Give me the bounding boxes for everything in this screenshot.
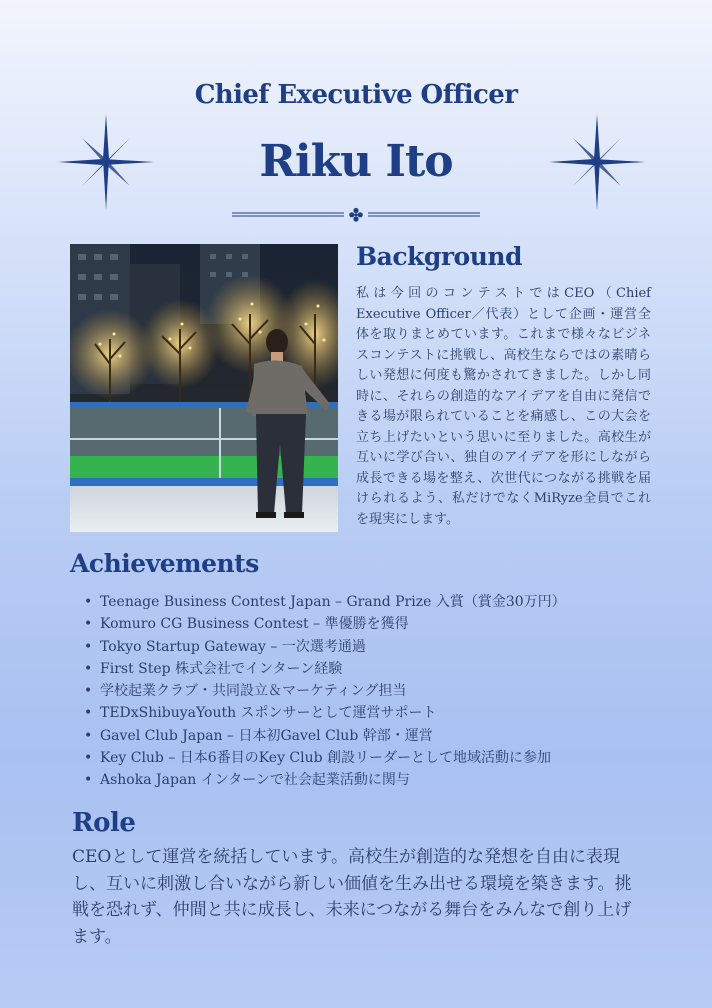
achievement-text: First Step 株式会社でインターン経験 [100,660,343,677]
role-paragraph: CEOとして運営を統括しています。高校生が創造的な発想を自由に表現し、互いに刺激し合いながら新しい価値を生み出せる環境を築きます。挑戦を恐れず、仲間と共に成長し、未来につながる舞台をみんなで創り上げます。 [72,847,632,947]
achievement-text: Key Club – 日本6番目のKey Club 創設リーダーとして地域活動に参加 [100,750,552,767]
ornamental-divider [232,207,480,223]
job-title: Chief Executive Officer [194,80,518,110]
achievement-text: Teenage Business Contest Japan – Grand Prize 入賞（賞金30万円） [100,594,566,610]
achievement-text: 学校起業クラブ・共同設立＆マーケティング担当 [100,683,407,700]
sparkle-star-icon [549,114,645,210]
achievement-text: Tokyo Startup Gateway – 一次選考通過 [100,638,366,655]
achievement-text: TEDxShibuyaYouth スポンサーとして運営サポート [100,705,437,722]
list-item: • Gavel Club Japan – 日本初Gavel Club 幹部・運営 [84,727,433,744]
sparkle-star-icon [58,114,154,210]
list-item: • Komuro CG Business Contest – 準優勝を獲得 [84,616,409,633]
list-item: • 学校起業クラブ・共同設立＆マーケティング担当 [84,683,407,700]
list-item: • TEDxShibuyaYouth スポンサーとして運営サポート [84,705,437,722]
background-paragraph: 私は今回のコンテストではCEO（Chief Executive Officer／代表）として企画・運営全体を取りまとめています。これまで様々なビジネスコンテストに挑戦し、高校生ならではの素晴らしい発想に何度も驚かされてきました。しかし同時に、それらの創造的なアイデアを自由に発信できる場が限られていることを痛感し、この大会を立ち上げたいという思いに至りました。高校生が互いに学び合い、独自のアイデアを形にしながら成長できる場を整え、次世代につながる挑戦を届けられるよう、私だけでなくMiRyze全員でこれを現実にします。 [356,286,651,527]
achievements-list [84,591,684,792]
list-item: • Tokyo Startup Gateway – 一次選考通過 [84,638,366,655]
background-heading: Background [356,242,523,271]
achievement-text: Gavel Club Japan – 日本初Gavel Club 幹部・運営 [100,727,433,744]
role-heading: Role [72,808,136,838]
achievements-heading: Achievements [70,549,259,578]
list-item: • First Step 株式会社でインターン経験 [84,660,343,677]
list-item: • Key Club – 日本6番目のKey Club 創設リーダーとして地域活動に参加 [84,750,552,767]
list-item: • Ashoka Japan インターンで社会起業活動に関与 [84,772,410,789]
list-item: • Teenage Business Contest Japan – Grand Prize 入賞（賞金30万円） [84,594,566,610]
profile-photo [70,244,338,532]
achievement-text: Ashoka Japan インターンで社会起業活動に関与 [100,772,410,789]
clover-ornament-icon [349,208,363,222]
person-name: Riku Ito [259,136,453,187]
achievement-text: Komuro CG Business Contest – 準優勝を獲得 [100,616,409,633]
